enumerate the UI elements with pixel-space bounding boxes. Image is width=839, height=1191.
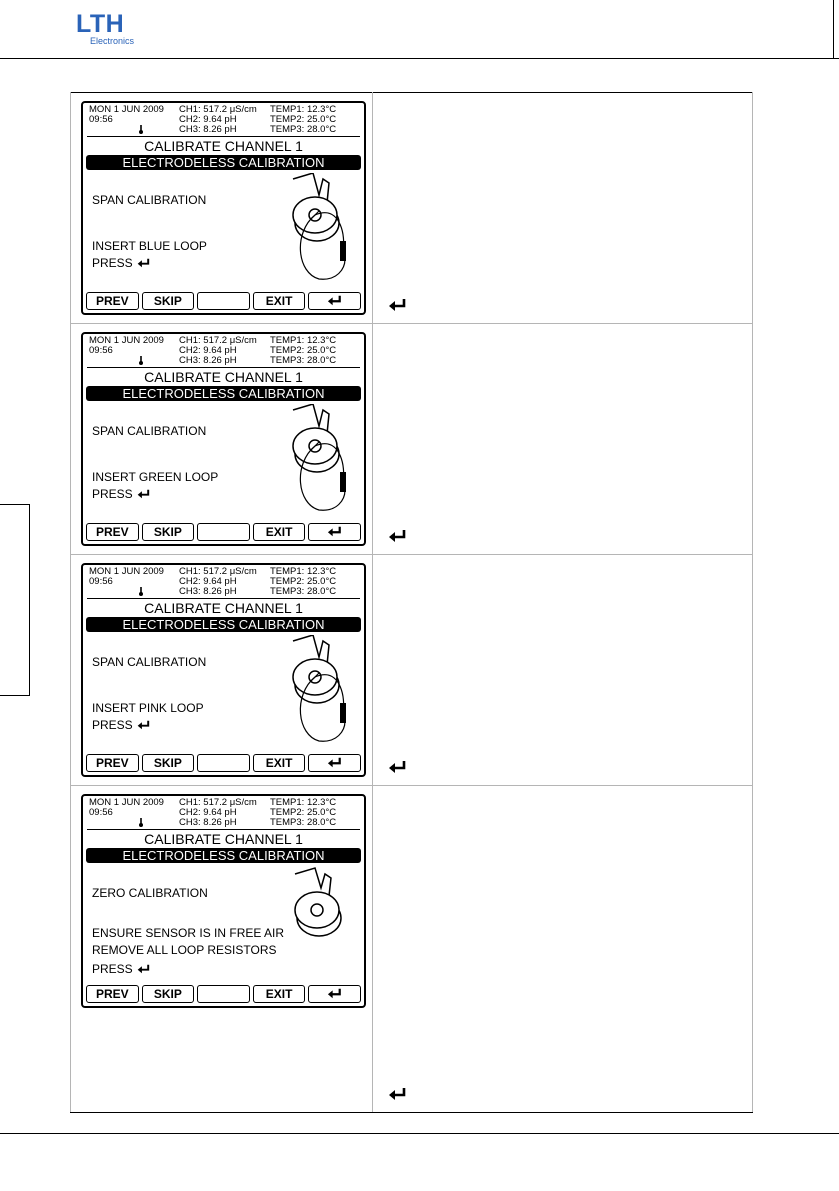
press-label: PRESS	[92, 256, 133, 270]
brand-logo	[76, 12, 136, 46]
prev-button[interactable]: PREV	[86, 523, 139, 541]
screen-header-channels	[179, 105, 257, 135]
table-top-rule	[70, 92, 753, 93]
enter-button[interactable]	[308, 292, 361, 310]
header-time: 09:56	[89, 345, 113, 356]
screen-title: CALIBRATE CHANNEL 1	[144, 138, 303, 154]
header-ch1: CH1: 517.2 μS/cm	[179, 104, 257, 115]
blank-softkey[interactable]	[197, 523, 250, 541]
enter-key-icon	[327, 295, 343, 306]
softkey-bar	[86, 292, 361, 310]
calibration-mode: SPAN CALIBRATION	[92, 424, 207, 438]
header-ch1: CH1: 517.2 μS/cm	[179, 566, 257, 577]
screen-header-rule	[87, 598, 360, 599]
enter-key-icon	[388, 1087, 408, 1101]
enter-button[interactable]	[308, 523, 361, 541]
skip-button[interactable]: SKIP	[142, 292, 195, 310]
header-temp2: TEMP2: 25.0°C	[270, 114, 337, 125]
enter-key-icon	[388, 298, 408, 312]
thermometer-icon	[139, 125, 143, 134]
softkey-bar	[86, 754, 361, 772]
enter-key-icon	[327, 757, 343, 768]
calibration-mode: SPAN CALIBRATION	[92, 655, 207, 669]
screen-header-channels	[179, 798, 257, 828]
table-row-divider	[70, 785, 753, 786]
blank-softkey[interactable]	[197, 754, 250, 772]
screen-header-datetime	[89, 798, 164, 818]
toroidal-sensor-icon	[283, 866, 353, 978]
table-col-divider	[372, 92, 373, 1112]
lcd-screen	[81, 563, 366, 777]
brand-name: LTH	[76, 10, 125, 38]
exit-button[interactable]: EXIT	[253, 292, 306, 310]
screen-header-datetime	[89, 567, 164, 587]
lcd-screen	[81, 332, 366, 546]
header-temp3: TEMP3: 28.0°C	[270, 355, 337, 366]
exit-button[interactable]: EXIT	[253, 985, 306, 1003]
table-row-divider	[70, 323, 753, 324]
screen-header-temps	[270, 336, 336, 366]
press-label: PRESS	[92, 718, 133, 732]
header-date: MON 1 JUN 2009	[89, 566, 164, 577]
enter-key-icon	[137, 489, 151, 499]
screen-title: CALIBRATE CHANNEL 1	[144, 831, 303, 847]
header-temp1: TEMP1: 12.3°C	[270, 104, 337, 115]
enter-key-icon	[137, 258, 151, 268]
toroidal-sensor-icon	[283, 404, 353, 516]
instruction-line: REMOVE ALL LOOP RESISTORS	[92, 943, 277, 957]
header-temp3: TEMP3: 28.0°C	[270, 124, 337, 135]
header-temp2: TEMP2: 25.0°C	[270, 807, 337, 818]
side-tab	[0, 504, 30, 696]
prev-button[interactable]: PREV	[86, 985, 139, 1003]
header-temp2: TEMP2: 25.0°C	[270, 576, 337, 587]
header-ch2: CH2: 9.64 pH	[179, 345, 237, 356]
header-time: 09:56	[89, 807, 113, 818]
screen-title: CALIBRATE CHANNEL 1	[144, 369, 303, 385]
enter-key-icon	[137, 720, 151, 730]
screen-header-temps	[270, 567, 336, 597]
calibration-mode: SPAN CALIBRATION	[92, 193, 207, 207]
header-date: MON 1 JUN 2009	[89, 104, 164, 115]
thermometer-icon	[139, 356, 143, 365]
screen-header-temps	[270, 798, 336, 828]
header-tick	[833, 0, 834, 58]
press-label: PRESS	[92, 962, 133, 976]
toroidal-sensor-icon	[283, 173, 353, 285]
screen-header-rule	[87, 829, 360, 830]
header-ch2: CH2: 9.64 pH	[179, 807, 237, 818]
header-rule	[0, 58, 839, 59]
blank-softkey[interactable]	[197, 292, 250, 310]
screen-header-channels	[179, 567, 257, 597]
header-temp1: TEMP1: 12.3°C	[270, 335, 337, 346]
screen-subtitle: ELECTRODELESS CALIBRATION	[86, 848, 361, 863]
header-ch3: CH3: 8.26 pH	[179, 124, 237, 135]
enter-button[interactable]	[308, 754, 361, 772]
prev-button[interactable]: PREV	[86, 292, 139, 310]
footer-rule	[0, 1133, 839, 1134]
header-temp3: TEMP3: 28.0°C	[270, 817, 337, 828]
exit-button[interactable]: EXIT	[253, 754, 306, 772]
press-prompt	[92, 486, 151, 502]
screen-header-datetime	[89, 105, 164, 125]
screen-title: CALIBRATE CHANNEL 1	[144, 600, 303, 616]
enter-key-icon	[137, 964, 151, 974]
calibration-mode: ZERO CALIBRATION	[92, 886, 208, 900]
softkey-bar	[86, 523, 361, 541]
enter-button[interactable]	[308, 985, 361, 1003]
header-time: 09:56	[89, 576, 113, 587]
press-prompt	[92, 717, 151, 733]
header-ch3: CH3: 8.26 pH	[179, 355, 237, 366]
header-ch2: CH2: 9.64 pH	[179, 576, 237, 587]
screen-subtitle: ELECTRODELESS CALIBRATION	[86, 386, 361, 401]
enter-key-icon	[327, 988, 343, 999]
screen-header-datetime	[89, 336, 164, 356]
lcd-screen	[81, 794, 366, 1008]
header-temp1: TEMP1: 12.3°C	[270, 566, 337, 577]
screen-subtitle: ELECTRODELESS CALIBRATION	[86, 155, 361, 170]
instruction-line: ENSURE SENSOR IS IN FREE AIR	[92, 926, 285, 940]
screen-header-rule	[87, 367, 360, 368]
exit-button[interactable]: EXIT	[253, 523, 306, 541]
table-col-divider	[70, 92, 71, 1112]
enter-key-icon	[388, 760, 408, 774]
press-prompt	[92, 961, 151, 977]
header-time: 09:56	[89, 114, 113, 125]
instruction-line: INSERT PINK LOOP	[92, 701, 204, 715]
softkey-bar	[86, 985, 361, 1003]
thermometer-icon	[139, 587, 143, 596]
prev-button[interactable]: PREV	[86, 754, 139, 772]
enter-key-icon	[388, 529, 408, 543]
lcd-screen	[81, 101, 366, 315]
screen-header-temps	[270, 105, 336, 135]
toroidal-sensor-icon	[283, 635, 353, 747]
table-bottom-rule	[70, 1112, 753, 1113]
blank-softkey[interactable]	[197, 985, 250, 1003]
press-prompt	[92, 255, 151, 271]
header-ch1: CH1: 517.2 μS/cm	[179, 335, 257, 346]
thermometer-icon	[139, 818, 143, 827]
skip-button[interactable]: SKIP	[142, 754, 195, 772]
screen-header-rule	[87, 136, 360, 137]
table-row-divider	[70, 554, 753, 555]
table-col-divider	[752, 92, 753, 1112]
header-date: MON 1 JUN 2009	[89, 797, 164, 808]
press-label: PRESS	[92, 487, 133, 501]
header-ch2: CH2: 9.64 pH	[179, 114, 237, 125]
screen-subtitle: ELECTRODELESS CALIBRATION	[86, 617, 361, 632]
brand-subtitle: Electronics	[90, 36, 135, 46]
header-ch1: CH1: 517.2 μS/cm	[179, 797, 257, 808]
header-temp1: TEMP1: 12.3°C	[270, 797, 337, 808]
skip-button[interactable]: SKIP	[142, 523, 195, 541]
header-temp3: TEMP3: 28.0°C	[270, 586, 337, 597]
header-temp2: TEMP2: 25.0°C	[270, 345, 337, 356]
header-date: MON 1 JUN 2009	[89, 335, 164, 346]
screen-header-channels	[179, 336, 257, 366]
enter-key-icon	[327, 526, 343, 537]
header-ch3: CH3: 8.26 pH	[179, 586, 237, 597]
instruction-line: INSERT GREEN LOOP	[92, 470, 219, 484]
instruction-line: INSERT BLUE LOOP	[92, 239, 207, 253]
skip-button[interactable]: SKIP	[142, 985, 195, 1003]
header-ch3: CH3: 8.26 pH	[179, 817, 237, 828]
